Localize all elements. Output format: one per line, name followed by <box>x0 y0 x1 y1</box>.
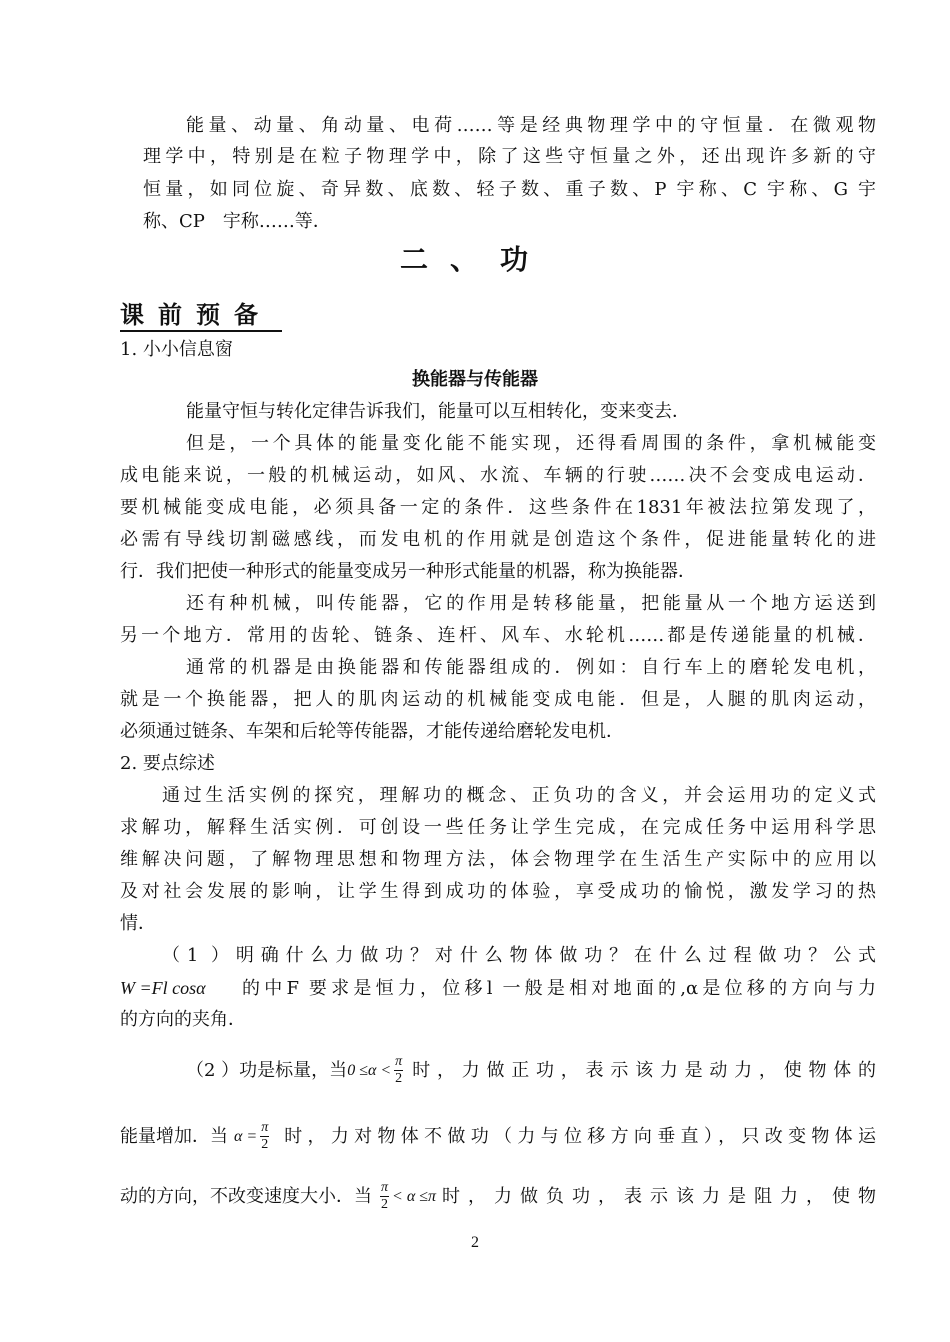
pi-over-2-fraction: $\frac{\pi}{2}$ <box>395 1054 403 1086</box>
intro-line-1: 能量、动量、角动量、电荷……等是经典物理学中的守恒量．在微观物 <box>186 115 876 136</box>
inequality-3: < α ≤π <box>392 1187 437 1205</box>
p7-line-1: （2 ）功是标量，当 0 ≤α < $\frac{\pi}{2}$ 时，力做正功，表示该力是动力，使物体的 <box>186 1054 876 1086</box>
pi-over-2-fraction: $\frac{\pi}{2}$ <box>261 1120 269 1152</box>
p2-line-1: 但是，一个具体的能量变化能不能实现，还得看周围的条件，拿机械能变 <box>186 433 876 454</box>
item-2-heading: 2. 要点综述 <box>120 753 215 774</box>
p2-line-5: 行．我们把使一种形式的能量变成另一种形式能量的机器，称为换能器． <box>120 561 696 582</box>
p4-line-1: 通常的机器是由换能器和传能器组成的．例如：自行车上的磨轮发电机， <box>186 657 876 678</box>
p5-line-1: 通过生活实例的探究，理解功的概念、正负功的含义，并会运用功的定义式 <box>162 785 876 806</box>
page-number: 2 <box>471 1234 479 1251</box>
p2-line-2: 成电能来说，一般的机械运动，如风、水流、车辆的行驶……决不会变成电运动． <box>120 465 876 486</box>
p7-line-3: 动的方向，不改变速度大小．当 $\frac{\pi}{2}$ < α ≤π 时，力做负功，表示该力是阻力，使物 <box>120 1180 876 1212</box>
inequality-1: 0 ≤α < <box>347 1061 392 1079</box>
p3-line-1: 还有种机械，叫传能器，它的作用是转移能量，把能量从一个地方运送到 <box>186 593 876 614</box>
intro-line-3: 恒量，如同位旋、奇异数、底数、轻子数、重子数、P 宇称、C 宇称、G 宇 <box>143 179 876 200</box>
item-1-heading: 1. 小小信息窗 <box>120 339 233 360</box>
intro-line-4: 称、CP 宇称……等． <box>143 211 331 232</box>
p4-line-3: 必须通过链条、车架和后轮等传能器，才能传递给磨轮发电机． <box>120 721 624 742</box>
pi-over-2-fraction: $\frac{\pi}{2}$ <box>381 1180 389 1212</box>
p6-line-1: （1 ）明确什么力做功？对什么物体做功？在什么过程做功？公式 <box>162 945 876 966</box>
p2-line-4: 必需有导线切割磁感线，而发电机的作用就是创造这个条件，促进能量转化的进 <box>120 529 876 550</box>
p4-line-2: 就是一个换能器，把人的肌肉运动的机械能变成电能．但是，人腿的肌肉运动， <box>120 689 876 710</box>
section-title: 课前预备 <box>120 300 282 332</box>
p5-line-4: 及对社会发展的影响，让学生得到成功的体验，享受成功的愉悦，激发学习的热 <box>120 881 876 902</box>
p6-line-3: 的方向的夹角． <box>120 1009 246 1030</box>
p6-line-2: W =Fl cosα 的中F 要求是恒力，位移l 一般是相对地面的,α是位移的方向与力 <box>120 974 876 1003</box>
p5-line-3: 维解决问题，了解物理思想和物理方法，体会物理学在生活生产实际中的应用以 <box>120 849 876 870</box>
p5-line-5: 情． <box>120 913 156 934</box>
p3-line-2: 另一个地方．常用的齿轮、链条、连杆、风车、水轮机……都是传递能量的机械． <box>120 625 876 646</box>
p5-line-2: 求解功，解释生活实例．可创设一些任务让学生完成，在完成任务中运用科学思 <box>120 817 876 838</box>
article-title: 换能器与传能器 <box>412 369 538 390</box>
intro-line-2: 理学中，特别是在粒子物理学中，除了这些守恒量之外，还出现许多新的守 <box>143 146 876 167</box>
alpha-equals: α = <box>234 1127 258 1145</box>
chapter-title: 二、功 <box>399 243 550 276</box>
p2-line-3: 要机械能变成电能，必须具备一定的条件．这些条件在1831年被法拉第发现了， <box>120 497 876 518</box>
work-formula: W =Fl cosα <box>120 978 206 998</box>
p1-line-1: 能量守恒与转化定律告诉我们，能量可以互相转化，变来变去． <box>186 401 690 422</box>
p7-line-2: 能量增加．当 α = $\frac{\pi}{2}$ 时，力对物体不做功（力与位移方向垂直），只改变物体运 <box>120 1120 876 1152</box>
